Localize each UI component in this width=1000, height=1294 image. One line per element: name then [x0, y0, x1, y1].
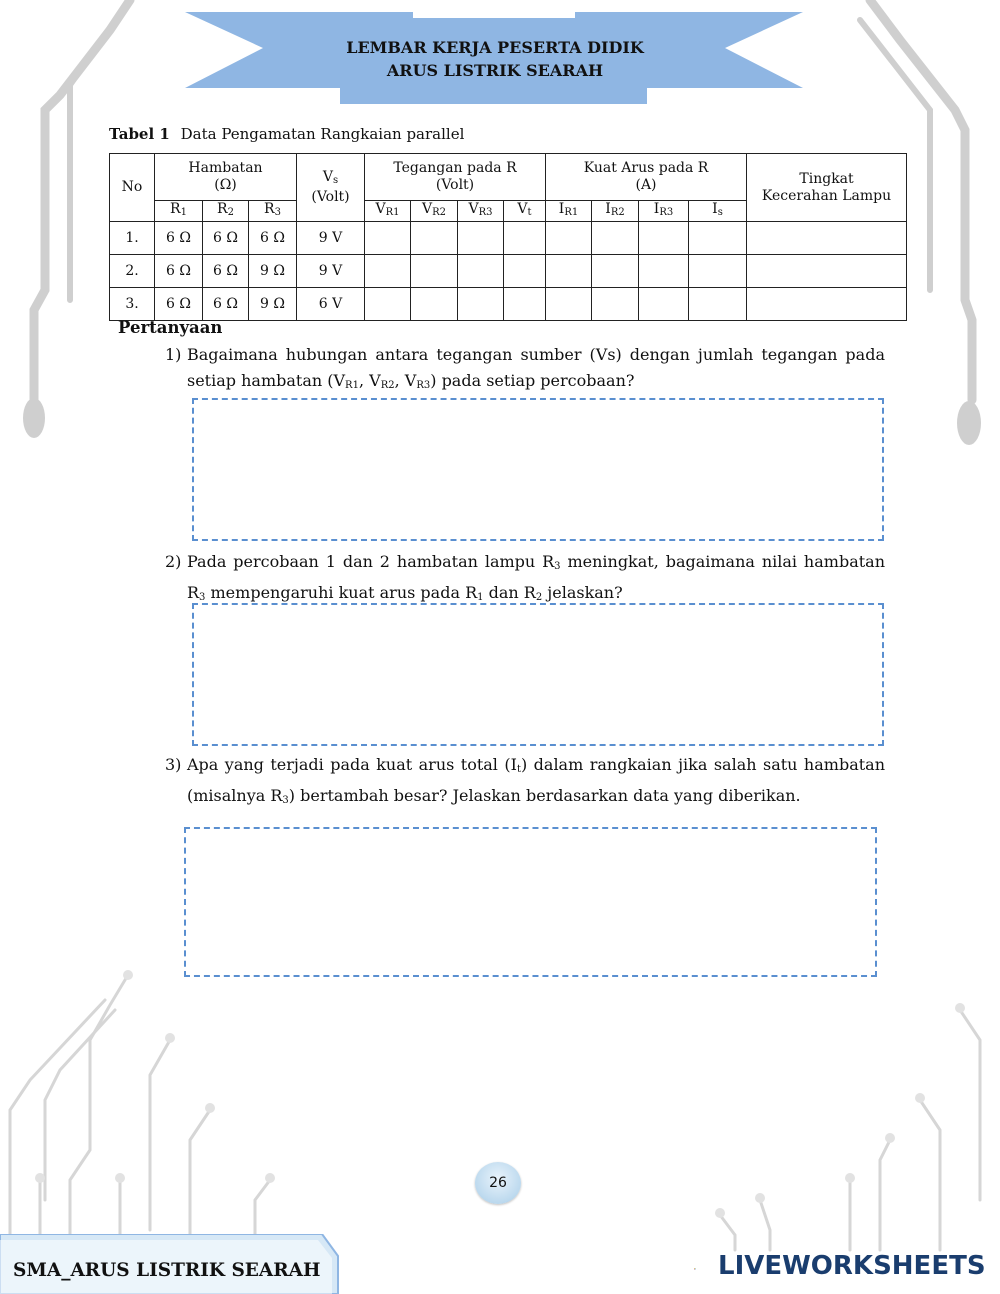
footer-label: SMA_ARUS LISTRIK SEARAH — [13, 1260, 321, 1281]
input-vr1[interactable] — [365, 255, 411, 288]
question-1-text: Bagaimana hubungan antara tegangan sumber (Vs) dengan jumlah tegangan pada setiap hambatan ($V_{R1}$, $V_{R2}$, $V_{R3}$) pada setiap percobaan? — [187, 345, 885, 391]
question-3-number: 3) — [165, 755, 182, 774]
input-vr2[interactable] — [411, 288, 458, 321]
input-vt[interactable] — [504, 288, 546, 321]
page-number: 26 — [475, 1162, 521, 1204]
cell-r1: 6 Ω — [155, 288, 203, 321]
cell-r2: 6 Ω — [203, 255, 249, 288]
table-row — [110, 288, 907, 321]
question-1 — [165, 342, 885, 399]
col-ir1-header: $I_{R1}$ — [546, 201, 592, 222]
col-vs-title: $V_s$ — [322, 169, 339, 186]
input-brightness[interactable] — [747, 288, 907, 321]
question-2-text: Pada percobaan 1 dan 2 hambatan lampu $R_3$ meningkat, bagaimana nilai hambatan $R_3$ mempengaruhi kuat arus pada $R_1$ dan $R_2$ jelaskan? — [187, 552, 885, 603]
input-ir1[interactable] — [546, 222, 592, 255]
col-kuat-arus-unit: (A) — [635, 177, 657, 193]
col-tingkat-header — [747, 154, 907, 222]
col-vr3-header: $V_{R3}$ — [458, 201, 504, 222]
question-2-number: 2) — [165, 552, 182, 571]
cell-vs: 9 V — [297, 255, 365, 288]
input-vr3[interactable] — [458, 255, 504, 288]
input-ir2[interactable] — [592, 255, 639, 288]
col-tegangan-unit: (Volt) — [435, 177, 475, 193]
question-2 — [165, 549, 885, 611]
title-line-1: LEMBAR KERJA PESERTA DIDIK — [346, 38, 644, 57]
cell-vs: 9 V — [297, 222, 365, 255]
question-1-number: 1) — [165, 345, 182, 364]
input-ir1[interactable] — [546, 255, 592, 288]
col-vr1-header: $V_{R1}$ — [365, 201, 411, 222]
input-is[interactable] — [689, 288, 747, 321]
input-brightness[interactable] — [747, 222, 907, 255]
table-row — [110, 222, 907, 255]
input-brightness[interactable] — [747, 255, 907, 288]
col-ir3-header: $I_{R3}$ — [639, 201, 689, 222]
col-tegangan-title: Tegangan pada R — [393, 160, 517, 176]
col-tingkat-title-1: Tingkat — [799, 170, 854, 187]
brand-name[interactable]: LIVEWORKSHEETS — [718, 1251, 986, 1281]
input-is[interactable] — [689, 255, 747, 288]
input-vt[interactable] — [504, 222, 546, 255]
input-vt[interactable] — [504, 255, 546, 288]
input-ir2[interactable] — [592, 288, 639, 321]
col-hambatan-header — [155, 154, 297, 201]
cell-r2: 6 Ω — [203, 288, 249, 321]
input-ir3[interactable] — [639, 255, 689, 288]
answer-box-3[interactable] — [184, 827, 877, 977]
answer-box-1[interactable] — [192, 398, 884, 541]
col-hambatan-title: Hambatan — [188, 160, 263, 176]
input-vr1[interactable] — [365, 288, 411, 321]
input-vr1[interactable] — [365, 222, 411, 255]
col-r1-header: $R_1$ — [155, 201, 203, 222]
cell-no: 3. — [110, 288, 155, 321]
input-ir2[interactable] — [592, 222, 639, 255]
cell-r3: 6 Ω — [249, 222, 297, 255]
col-is-header: $I_s$ — [689, 201, 747, 222]
col-hambatan-unit: (Ω) — [214, 177, 237, 193]
col-vr2-header: $V_{R2}$ — [411, 201, 458, 222]
table-caption — [109, 125, 464, 143]
cell-r3: 9 Ω — [249, 255, 297, 288]
cell-r3: 9 Ω — [249, 288, 297, 321]
input-is[interactable] — [689, 222, 747, 255]
cell-no: 1. — [110, 222, 155, 255]
col-vs-unit: (Volt) — [311, 189, 350, 205]
worksheet-title — [250, 36, 740, 82]
input-vr2[interactable] — [411, 222, 458, 255]
input-ir3[interactable] — [639, 222, 689, 255]
col-r3-header: $R_3$ — [249, 201, 297, 222]
question-3 — [165, 752, 885, 814]
col-no-header: No — [110, 154, 155, 222]
col-r2-header: $R_2$ — [203, 201, 249, 222]
input-vr3[interactable] — [458, 222, 504, 255]
liveworksheets-logo-icon — [694, 1254, 716, 1284]
questions-heading: Pertanyaan — [118, 318, 223, 337]
col-vt-header: $V_t$ — [504, 201, 546, 222]
title-line-2: ARUS LISTRIK SEARAH — [386, 61, 604, 80]
question-3-text: Apa yang terjadi pada kuat arus total $(I_t)$ dalam rangkaian jika salah satu hambatan (misalnya $R_3$) bertambah besar? Jelaskan berdasarkan data yang diberikan. — [187, 755, 885, 806]
col-kuat-arus-title: Kuat Arus pada R — [583, 160, 709, 176]
input-vr3[interactable] — [458, 288, 504, 321]
input-ir1[interactable] — [546, 288, 592, 321]
input-vr2[interactable] — [411, 255, 458, 288]
cell-r1: 6 Ω — [155, 222, 203, 255]
table-header-row-1 — [110, 154, 907, 201]
col-vs-header — [297, 154, 365, 222]
col-tingkat-title-2: Kecerahan Lampu — [761, 187, 892, 204]
answer-box-2[interactable] — [192, 603, 884, 746]
cell-r2: 6 Ω — [203, 222, 249, 255]
col-kuat-arus-header — [546, 154, 747, 201]
cell-r1: 6 Ω — [155, 255, 203, 288]
cell-vs: 6 V — [297, 288, 365, 321]
table-caption-label: Tabel 1 — [109, 125, 170, 143]
input-ir3[interactable] — [639, 288, 689, 321]
table-row — [110, 255, 907, 288]
col-tegangan-header — [365, 154, 546, 201]
cell-no: 2. — [110, 255, 155, 288]
col-ir2-header: $I_{R2}$ — [592, 201, 639, 222]
table-caption-text: Data Pengamatan Rangkaian parallel — [180, 125, 465, 143]
observation-table — [109, 153, 907, 321]
